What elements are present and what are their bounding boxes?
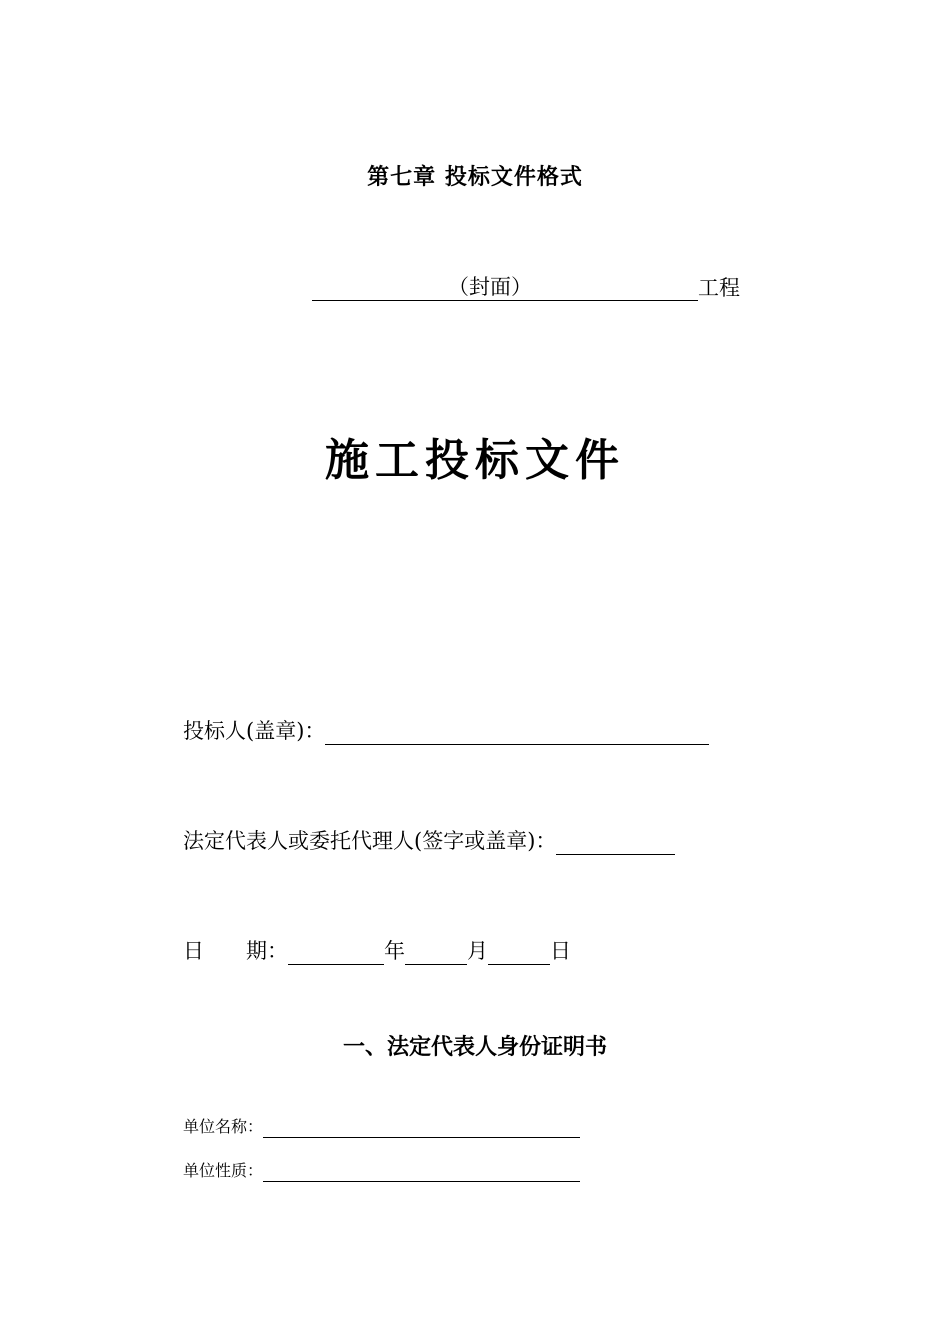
- unit-name-blank[interactable]: [263, 1115, 580, 1138]
- unit-nature-label: 单位性质：: [183, 1161, 264, 1180]
- bidder-seal-blank[interactable]: [325, 716, 709, 745]
- section-title: 一、法定代表人身份证明书: [342, 1034, 607, 1060]
- project-name-blank-right[interactable]: [532, 274, 698, 301]
- day-label: 日: [550, 939, 571, 963]
- representative-label: 法定代表人或委托代理人(签字或盖章)：: [183, 829, 557, 853]
- year-label: 年: [384, 939, 405, 963]
- date-label: 日 期：: [183, 939, 288, 963]
- representative-signature-blank[interactable]: [556, 826, 675, 855]
- date-month-blank[interactable]: [405, 936, 467, 965]
- unit-name-label: 单位名称：: [183, 1117, 264, 1136]
- cover-mark: （封面）: [448, 275, 532, 299]
- unit-nature-line: [183, 1159, 580, 1182]
- unit-name-line: [183, 1115, 580, 1138]
- cover-project-line: [312, 274, 740, 301]
- date-line: [183, 936, 571, 965]
- unit-nature-blank[interactable]: [263, 1159, 580, 1182]
- chapter-title: 第七章 投标文件格式: [367, 164, 583, 190]
- representative-line: [183, 826, 675, 855]
- date-year-blank[interactable]: [288, 936, 384, 965]
- bidder-line: [183, 716, 709, 745]
- project-name-blank-left[interactable]: [312, 274, 448, 301]
- project-suffix: 工程: [698, 276, 740, 300]
- month-label: 月: [467, 939, 488, 963]
- main-title: 施工投标文件: [325, 435, 625, 486]
- date-day-blank[interactable]: [488, 936, 550, 965]
- bidder-label: 投标人(盖章)：: [183, 719, 326, 743]
